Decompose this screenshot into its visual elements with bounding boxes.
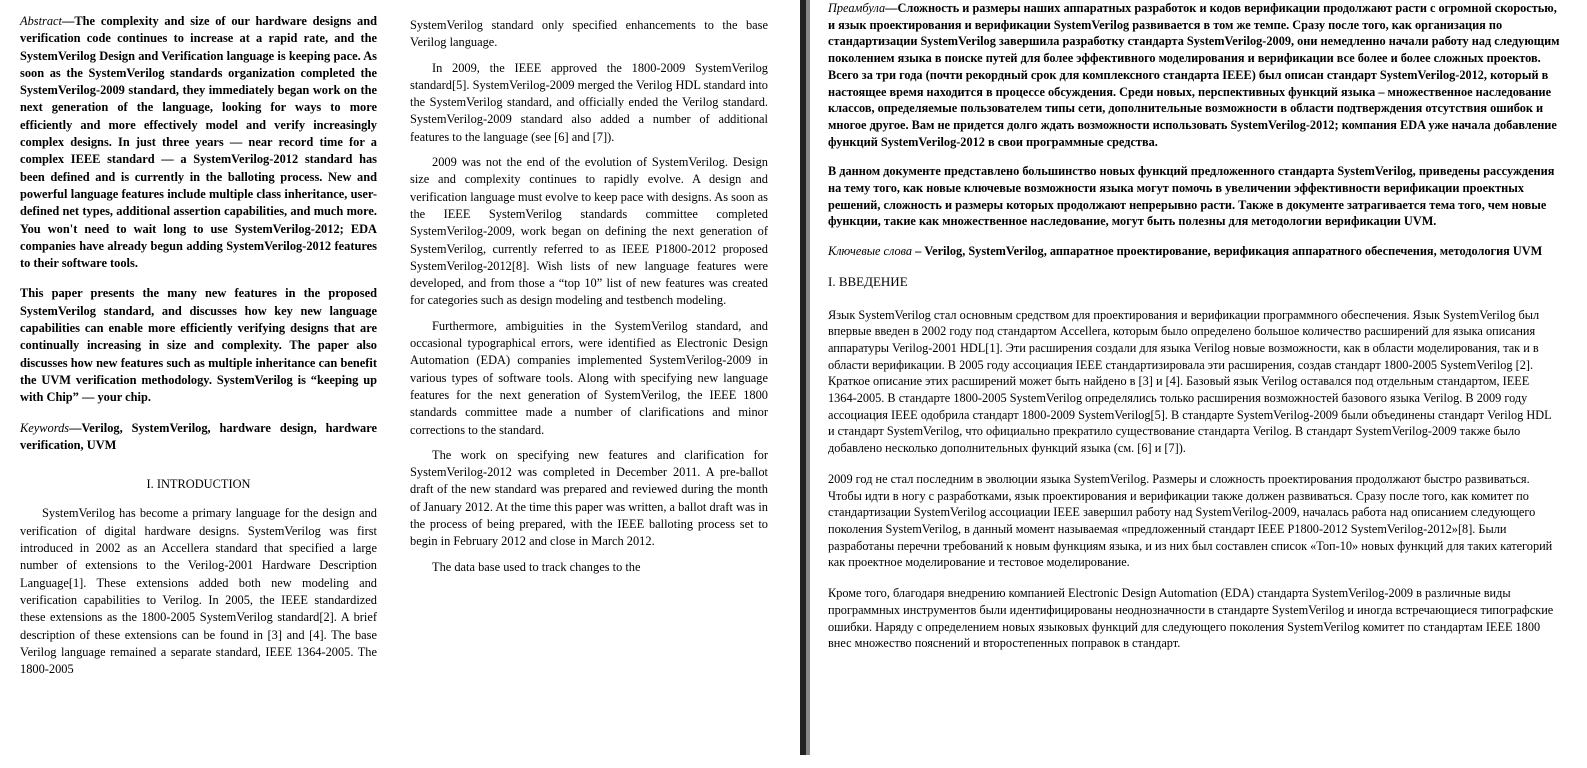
abstract-text: —The complexity and size of our hardware designs and verification code continues to increase at a rapid rate, and the SystemVerilog Design and Verification language is keeping pace. As soon as the SystemVerilog standards organization completed the SystemVerilog-2009 standard, they immediately began work on the next generation of the language, looking for ways to more efficiently and more effectively model and verify increasingly complex designs. In just three years — near record time for a complex IEEE standard — a SystemVerilog-2012 standard has been defined and is currently in the balloting process. New and powerful language features include multiple class inheritance, user-defined net types, additional assertion capabilities, and much more. You won't need to wait long to use SystemVerilog-2012; EDA companies have already begun adding SystemVerilog-2012 features to their software tools.: [20, 14, 377, 271]
russian-column: [828, 0, 1560, 652]
preamble-paragraph: [828, 0, 1560, 150]
page-divider-shadow: [806, 0, 810, 755]
ru-keywords-paragraph: [828, 243, 1560, 260]
ru-keywords-label: Ключевые слова: [828, 244, 913, 259]
col2-paragraph-0: SystemVerilog standard only specified enhancements to the base Verilog language.: [410, 18, 768, 50]
abstract-paragraph: [20, 13, 377, 272]
ru-intro-paragraph-3: Кроме того, благодаря внедрению компанией Electronic Design Automation (EDA) стандарта SystemVerilog-2009 в различные виды программных инструментов были идентифицированы неоднозначности в стандарте SystemVerilog и иногда встречающиеся типографские ошибки. Наряду с определением новых языковых функций для следующего поколения SystemVerilog комитет по стандартам IEEE 1800 внес множество пояснений и второстепенных поправок в стандарт.: [828, 586, 1554, 651]
preamble-paragraph-2: В данном документе представлено большинство новых функций предложенного стандарта SystemVerilog, приведены рассуждения на тему того, как новые ключевые возможности языка могут помочь в увеличении эффективности верификации проектных решений, сложность и размеры которых продолжают непрерывно расти. Также в документе затрагивается тема того, чем новые функции, такие как множественное наследование, могут быть полезны для методологии верификации UVM.: [828, 164, 1555, 229]
ru-section-heading: I. ВВЕДЕНИЕ: [828, 273, 908, 289]
english-column-2: [410, 0, 768, 576]
keywords-label: Keywords: [20, 420, 70, 435]
col2-paragraph-4: The work on specifying new features and clarification for SystemVerilog-2012 was completed in December 2011. A pre-ballot draft of the new standard was prepared and reviewed during the month of January 2012. At the time this paper was written, a ballot draft was in the process of being prepared, with the IEEE balloting process set to begin in February 2012 and close in March 2012.: [410, 447, 768, 549]
intro-paragraph-1: SystemVerilog has become a primary language for the design and verification of digital hardware designs. SystemVerilog was first introduced in 2002 as an Accellera standard that specified a large number of extensions to the Verilog-2001 Hardware Description Language[1]. These extensions added both new modeling and verification capabilities to Verilog. In 2005, the IEEE standardized these extensions as the 1800-2005 SystemVerilog standard[2]. A brief description of these extensions can be found in [3] and [4]. The base Verilog language remained a separate standard, IEEE 1364-2005. The 1800-2005: [20, 506, 377, 677]
english-column-1: [20, 0, 377, 678]
col2-paragraph-1: In 2009, the IEEE approved the 1800-2009 SystemVerilog standard[5]. SystemVerilog-2009 merged the Verilog HDL standard into the SystemVerilog standard, and officially ended the Verilog standard. SystemVerilog-2009 standard also added a number of additional features to the language (see [6] and [7]).: [410, 60, 768, 144]
ru-keywords-text: – Verilog, SystemVerilog, аппаратное проектирование, верификация аппаратного обеспечения, методология UVM: [912, 244, 1543, 259]
ru-intro-paragraph-2: 2009 год не стал последним в эволюции языка SystemVerilog. Размеры и сложность проектирования продолжают быстро развиваться. Чтобы идти в ногу с разработками, язык проектирования и верификации также должен развиваться. Сразу после того, как комитет по стандартизации SystemVerilog ассоциации IEEE завершил работу над SystemVerilog-2009, началась работа над описанием следующего поколения SystemVerilog, в данный момент называемая «предложенный стандарт IEEE P1800-2012 SystemVerilog-2012»[8]. Были разработаны перечни требований к новым функциям языка, и из них был составлен список «Топ-10» новых функций для таких категорий как проектное моделирование и тестовое моделирование.: [828, 471, 1553, 570]
ru-intro-paragraph-1: Язык SystemVerilog стал основным средством для проектирования и верификации программного обеспечения. Язык SystemVerilog был впервые введен в 2002 году под стандартом Accellera, которым было определено большое количество расширений для языка описания аппаратуры Verilog-2001 HDL[1]. Эти расширения создали для языка Verilog новые возможности, как в области моделирования, так и в области верификации. В 2005 году ассоциация IEEE стандартизировала эти расширения, создав стандарт 1800-2005 SystemVerilog [2]. Краткое описание этих расширений может быть найдено в [3] и [4]. Базовый язык Verilog оставался под отдельным стандартом, IEEE 1364-2005. В стандарте 1800-2005 SystemVerilog определялись только расширения возможностей базового языка Verilog. В 2009 году ассоциация IEEE одобрила стандарт 1800-2009 SystemVerilog[5]. В стандарте SystemVerilog-2009 были объединены стандарт Verilog HDL и стандарт SystemVerilog, что официально прекратило существование стандарта Verilog. В стандарт SystemVerilog-2009 также было добавлено несколько дополнительных функций языка (см. [6] и [7]).: [828, 307, 1552, 456]
col2-paragraph-5: The data base used to track changes to the: [432, 559, 641, 574]
abstract-label: Abstract: [20, 14, 62, 28]
col2-paragraph-2: 2009 was not the end of the evolution of SystemVerilog. Design size and complexity continues to rapidly evolve. A design and verification language must evolve to keep pace with designs. As soon as the IEEE SystemVerilog standards committee completed SystemVerilog-2009, work began on defining the next generation of SystemVerilog, currently referred to as IEEE P1800-2012 proposed SystemVerilog-2012[8]. Wish lists of new language features were developed, and from those a “top 10” list of new features was created for categories such as design modeling and testbench modeling.: [410, 155, 768, 308]
preamble-label: Преамбула: [828, 1, 886, 15]
keywords-paragraph: [20, 420, 377, 455]
section-heading-introduction: I. INTRODUCTION: [146, 477, 251, 492]
abstract-paragraph-2: This paper presents the many new features in the proposed SystemVerilog standard, and discusses how key new language capabilities can enable more efficiently verifying designs that are continually increasing in size and complexity. The paper also discusses how new features such as multiple inheritance can benefit the UVM verification methodology. SystemVerilog is “keeping up with Chip” — your chip.: [20, 286, 377, 405]
preamble-text: —Сложность и размеры наших аппаратных разработок и кодов верификации продолжают расти с огромной скоростью, и язык проектирования и верификации SystemVerilog развивается в том же темпе. Сразу после того, как организация по стандартизации SystemVerilog завершила разработку стандарта SystemVerilog-2009, они немедленно начали работу над следующим поколением языка в поиске путей для более эффективного моделирования и верификации все более и более сложных проектов. Всего за три года (почти рекордный срок для комплексного стандарта IEEE) был описан стандарт SystemVerilog-2012, который в настоящее время находится в процессе обсуждения. Среди новых, перспективных функций языка – множественное наследование классов, определяемые пользователем типы сети, дополнительные возможности в области подтверждения отсутствия ошибок и многое другое. Вам не придется долго ждать возможности использовать SystemVerilog-2012; компания EDA уже начала добавление функций SystemVerilog-2012 в свои программные средства.: [828, 1, 1560, 149]
keywords-text: —Verilog, SystemVerilog, hardware design, hardware verification, UVM: [20, 420, 377, 452]
col2-paragraph-3: Furthermore, ambiguities in the SystemVerilog standard, and occasional typographical errors, were identified as Electronic Design Automation (EDA) companies implemented SystemVerilog-2009 in various types of software tools. Along with specifying new language features for the next generation of SystemVerilog, the IEEE 1800 standards committee made a number of clarifications and minor corrections to the standard.: [410, 318, 768, 437]
